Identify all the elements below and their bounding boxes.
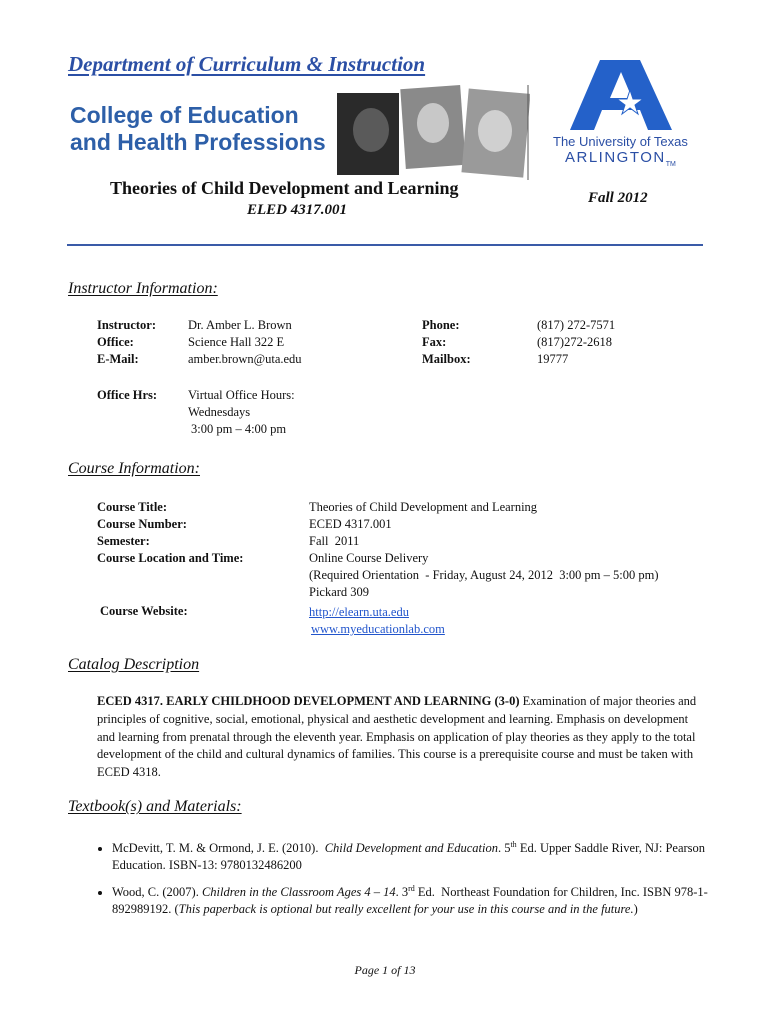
book2-edition: . 3	[395, 885, 409, 900]
course-heading-code: ELED 4317.001	[247, 202, 348, 218]
fax-label: Fax:	[422, 335, 447, 349]
office-hours-line-1: Virtual Office Hours:	[188, 388, 295, 402]
book1-title: Child Development and Education	[324, 841, 498, 856]
college-line-2: and Health Professions	[70, 129, 326, 155]
college-line-1: College of Education	[70, 102, 299, 128]
course-title-label: Course Title:	[97, 500, 168, 514]
book2-publisher: Ed. Northeast Foundation for Children, Inc. ISBN 978-1-892989192. (	[112, 885, 708, 917]
course-location-label: Course Location and Time:	[97, 551, 244, 565]
instructor-value: Dr. Amber L. Brown	[188, 318, 292, 332]
course-location-line-2: (Required Orientation - Friday, August 24, 2012 3:00 pm – 5:00 pm)	[309, 568, 659, 582]
office-hours-line-3: 3:00 pm – 4:00 pm	[191, 422, 287, 436]
header-photos-image	[335, 85, 530, 180]
university-arlington: ARLINGTON	[565, 149, 666, 166]
university-name-line-2	[565, 149, 676, 168]
catalog-section-heading: Catalog Description	[68, 656, 200, 673]
semester-label: Semester:	[97, 534, 150, 548]
college-name	[70, 102, 326, 156]
catalog-text: Examination of major theories and principles of cognitive, social, emotional, physical and aesthetic development and learning. Emphasis on development and learning from prenatal through the eleventh year. Emphasis on application of play theories as they apply to the total development of the child and cultural dynamics of families. This course is a prerequisite course and must be taken with ECED 4318.	[97, 694, 697, 780]
catalog-description	[97, 693, 697, 782]
book1-authors: McDevitt, T. M. & Ormond, J. E. (2010).	[112, 841, 325, 856]
course-number-label: Course Number:	[97, 517, 187, 531]
book2-edition-suffix: rd	[408, 884, 415, 894]
book1-edition-suffix: th	[510, 840, 517, 849]
course-heading-title: Theories of Child Development and Learning	[110, 178, 459, 198]
book1-edition: . 5	[497, 841, 511, 856]
office-hours-label: Office Hrs:	[97, 388, 158, 402]
department-title: Department of Curriculum & Instruction	[68, 52, 426, 76]
course-location-line-3: Pickard 309	[309, 585, 370, 599]
myeducationlab-link[interactable]: www.myeducationlab.com	[311, 622, 445, 636]
course-term: Fall 2012	[588, 190, 648, 206]
textbooks-section-heading: Textbook(s) and Materials:	[68, 798, 242, 815]
phone-value: (817) 272-7571	[537, 318, 616, 332]
catalog-course-name: ECED 4317. EARLY CHILDHOOD DEVELOPMENT AND LEARNING (3-0)	[97, 694, 520, 708]
phone-label: Phone:	[422, 318, 460, 332]
trademark: TM	[665, 161, 676, 168]
course-website-label: Course Website:	[100, 604, 188, 618]
email-value: amber.brown@uta.edu	[188, 352, 302, 366]
course-location-line-1: Online Course Delivery	[309, 551, 429, 565]
mailbox-label: Mailbox:	[422, 352, 471, 366]
office-value: Science Hall 322 E	[188, 335, 285, 349]
book2-close: )	[633, 902, 638, 917]
book2-title: Children in the Classroom Ages 4 – 14	[201, 885, 396, 900]
textbook-list	[97, 836, 712, 924]
header-divider	[67, 244, 703, 246]
course-title-value: Theories of Child Development and Learning	[309, 500, 538, 514]
list-item	[112, 836, 712, 874]
course-number-value: ECED 4317.001	[309, 517, 392, 531]
email-label: E-Mail:	[97, 352, 139, 366]
instructor-section-heading: Instructor Information:	[68, 280, 218, 297]
university-name-line-1: The University of Texas	[553, 134, 688, 149]
list-item	[112, 880, 712, 918]
book2-note: This paperback is optional but really excellent for your use in this course and in the future.	[178, 902, 634, 917]
mailbox-value: 19777	[537, 352, 569, 366]
fax-value: (817)272-2618	[537, 335, 612, 349]
elearn-link[interactable]: http://elearn.uta.edu	[309, 605, 409, 619]
book1-publisher: Ed. Upper Saddle River, NJ: Pearson Education. ISBN-13: 9780132486200	[112, 841, 706, 873]
office-label: Office:	[97, 335, 134, 349]
book2-authors: Wood, C. (2007).	[112, 885, 202, 900]
instructor-label: Instructor:	[97, 318, 157, 332]
office-hours-line-2: Wednesdays	[188, 405, 251, 419]
course-section-heading: Course Information:	[68, 460, 200, 477]
page-number: Page 1 of 13	[354, 963, 416, 977]
semester-value: Fall 2011	[309, 534, 360, 548]
